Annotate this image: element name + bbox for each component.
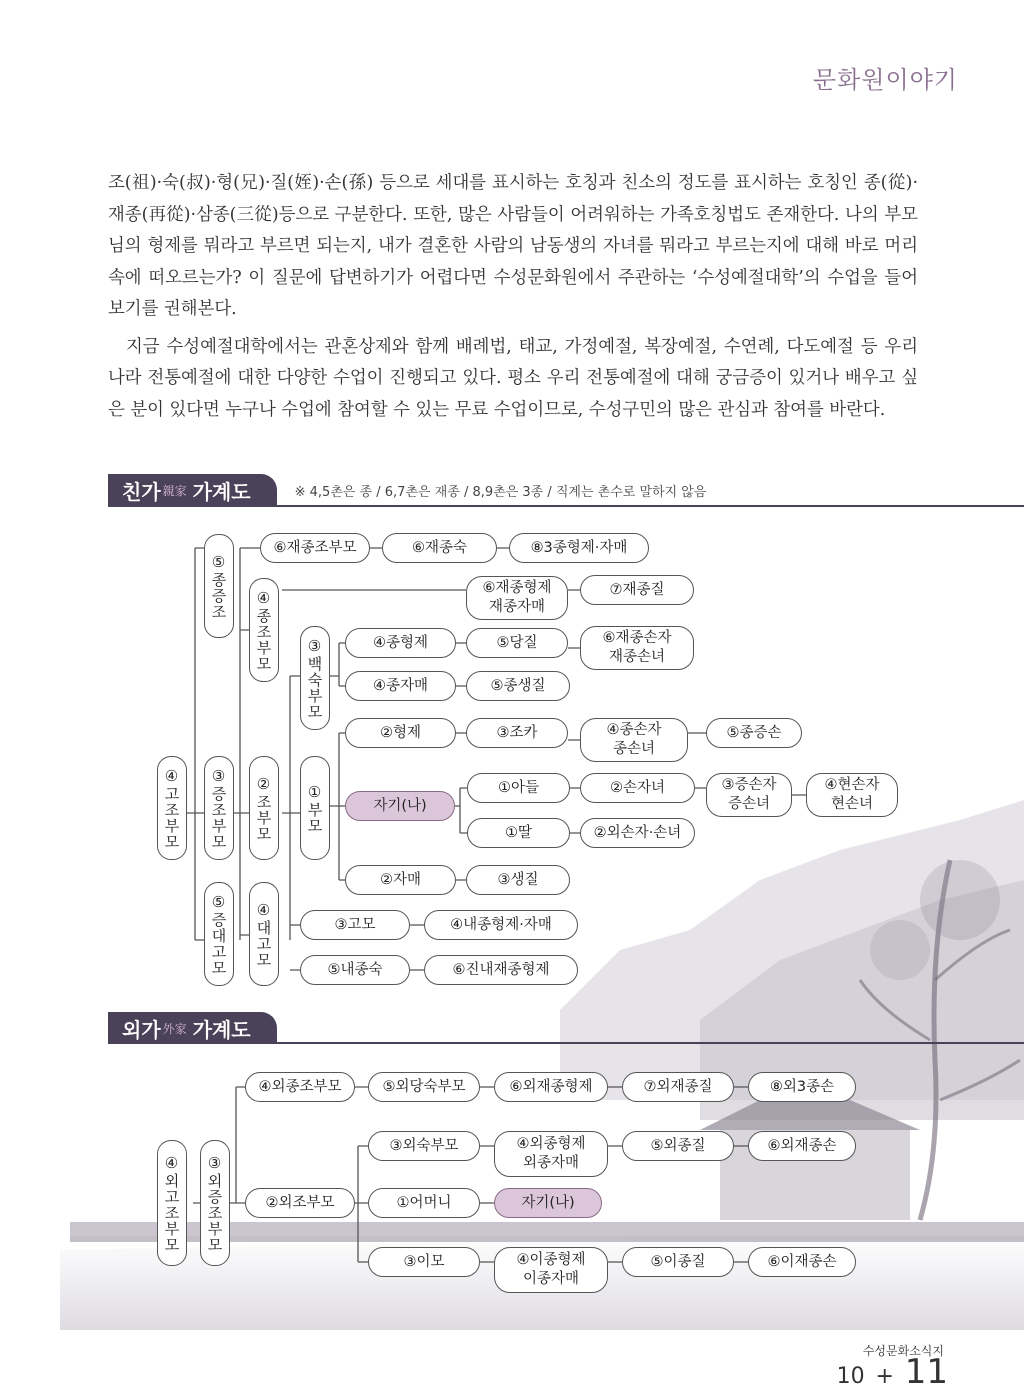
node-joka: ③조카 [466,718,568,748]
node-daegomo: ④대고모 [249,882,279,986]
node-oejongjobumo: ④외종조부모 [245,1072,355,1102]
node-oejaejong: ⑥외재종형제 [494,1072,608,1102]
node-jaejongsuk: ⑥재종숙 [382,533,497,563]
node-jongjobumo: ④종조부모 [249,578,279,682]
node-jinnae: ⑥진내재종형제 [424,955,578,985]
node-jobumo: ②조부모 [249,756,279,860]
node-adeul: ①아들 [467,773,570,803]
node-imo: ③이모 [368,1247,480,1277]
node-oeson: ②외손자·손녀 [580,818,695,848]
node-baeksukbumo: ③백숙부모 [300,626,330,730]
node-maternal-self: 자기(나) [494,1188,602,1218]
node-jongjeungson: ⑤종증손 [706,718,802,748]
node-oejongjil: ⑤외종질 [622,1131,734,1161]
node-oejaejongson: ⑥외재종손 [748,1131,856,1161]
node-jaejongson: ⑥재종손자 재종손녀 [580,626,694,670]
node-oejeungjobumo: ③외증조부모 [200,1140,230,1266]
node-jongjeungjo: ⑤종증조 [204,534,234,638]
node-jeungdaegomo: ⑤증대고모 [204,882,234,986]
maternal-tab: 외가 外家 가계도 [108,1012,277,1044]
node-jeungjobumo: ③증조부모 [204,756,234,860]
node-jaejongjobumo: ⑥재종조부모 [260,533,370,563]
node-hyeonson: ④현손자 현손녀 [806,773,898,817]
node-jongsaengjil: ⑤종생질 [466,671,570,701]
node-saengjil: ③생질 [466,865,570,895]
node-ttal: ①딸 [467,818,570,848]
node-jamae: ②자매 [345,865,456,895]
node-samjong: ⑧3종형제·자매 [509,533,649,563]
node-dangjil: ⑤당질 [466,628,568,658]
page-right: 11 [904,1352,948,1392]
node-oejobumo: ②외조부모 [245,1188,355,1218]
page-separator: + [875,1364,894,1389]
node-jongson: ④종손자 종손녀 [580,718,688,762]
node-hyeongje: ②형제 [345,718,456,748]
node-naejong: ④내종형제·자매 [424,910,578,940]
node-jaejongjil: ⑦재종질 [580,575,694,605]
node-eomeoni: ①어머니 [368,1188,480,1218]
node-sonja: ②손자녀 [580,773,695,803]
node-ijonghyeongje: ④이종형제 이종자매 [494,1247,608,1293]
node-oesukbumo: ③외숙부모 [368,1131,480,1161]
paternal-note: ※ 4,5촌은 종 / 6,7촌은 재종 / 8,9촌은 3종 / 직계는 촌수로 말하지 않음 [294,484,707,500]
magazine-name: 수성문화소식지 [862,1344,944,1358]
node-oejonghyeongje: ④외종형제 외종자매 [494,1131,608,1177]
node-jonghyeongje: ④종형제 [345,628,456,658]
node-ijaejongson: ⑥이재종손 [748,1247,856,1277]
node-oegojobumo: ④외고조부모 [157,1140,187,1266]
node-oesamjong: ⑧외3종손 [748,1072,856,1102]
node-bumo: ①부모 [300,756,330,860]
node-naejongsuk: ⑤내종숙 [300,955,410,985]
page-left: 10 [836,1364,865,1389]
paragraph-1: 조(祖)·숙(叔)·형(兄)·질(姪)·손(孫) 등으로 세대를 표시하는 호칭과 친소의 정도를 표시하는 호칭인 종(從)·재종(再從)·삼종(三從)등으로 구분한다. 또한, 많은 사람들이 어려워하는 가족호칭법도 존재한다. 나의 부모님의 형제를 뭐라고 부르면 되는지, 내가 결혼한 사람의 남동생의 자녀를 뭐라고 부르는지에 대해 바로 머리 속에 떠오르는가? 이 질문에 답변하기가 어렵다면 수성문화원에서 주관하는 ‘수성예절대학’의 수업을 들어보기를 권해본다. [108,173,918,319]
node-oedangsuk: ⑤외당숙부모 [368,1072,480,1102]
node-self: 자기(나) [345,791,455,821]
node-ijongjil: ⑤이종질 [622,1247,734,1277]
node-gomo: ③고모 [300,910,410,940]
section-title: 문화원이야기 [812,66,958,94]
paragraph-2: 지금 수성예절대학에서는 관혼상제와 함께 배례법, 태교, 가정예절, 복장예절, 수연례, 다도예절 등 우리나라 전통예절에 대한 다양한 수업이 진행되고 있다. 평소 우리 전통예절에 대해 궁금증이 있거나 배우고 싶은 분이 있다면 누구나 수업에 참여할 수 있는 무료 수업이므로, 수성구민의 많은 관심과 참여를 바란다. [108,336,918,420]
node-oejaejongjil: ⑦외재종질 [622,1072,734,1102]
node-jaejonghyeongje: ⑥재종형제 재종자매 [466,576,568,620]
paternal-tab: 친가 親家 가계도 [108,474,277,506]
page-number [837,1352,948,1392]
node-gojobumo: ④고조부모 [157,756,187,860]
node-jeungson: ③증손자 증손녀 [706,773,792,817]
node-jongjamae: ④종자매 [345,671,456,701]
